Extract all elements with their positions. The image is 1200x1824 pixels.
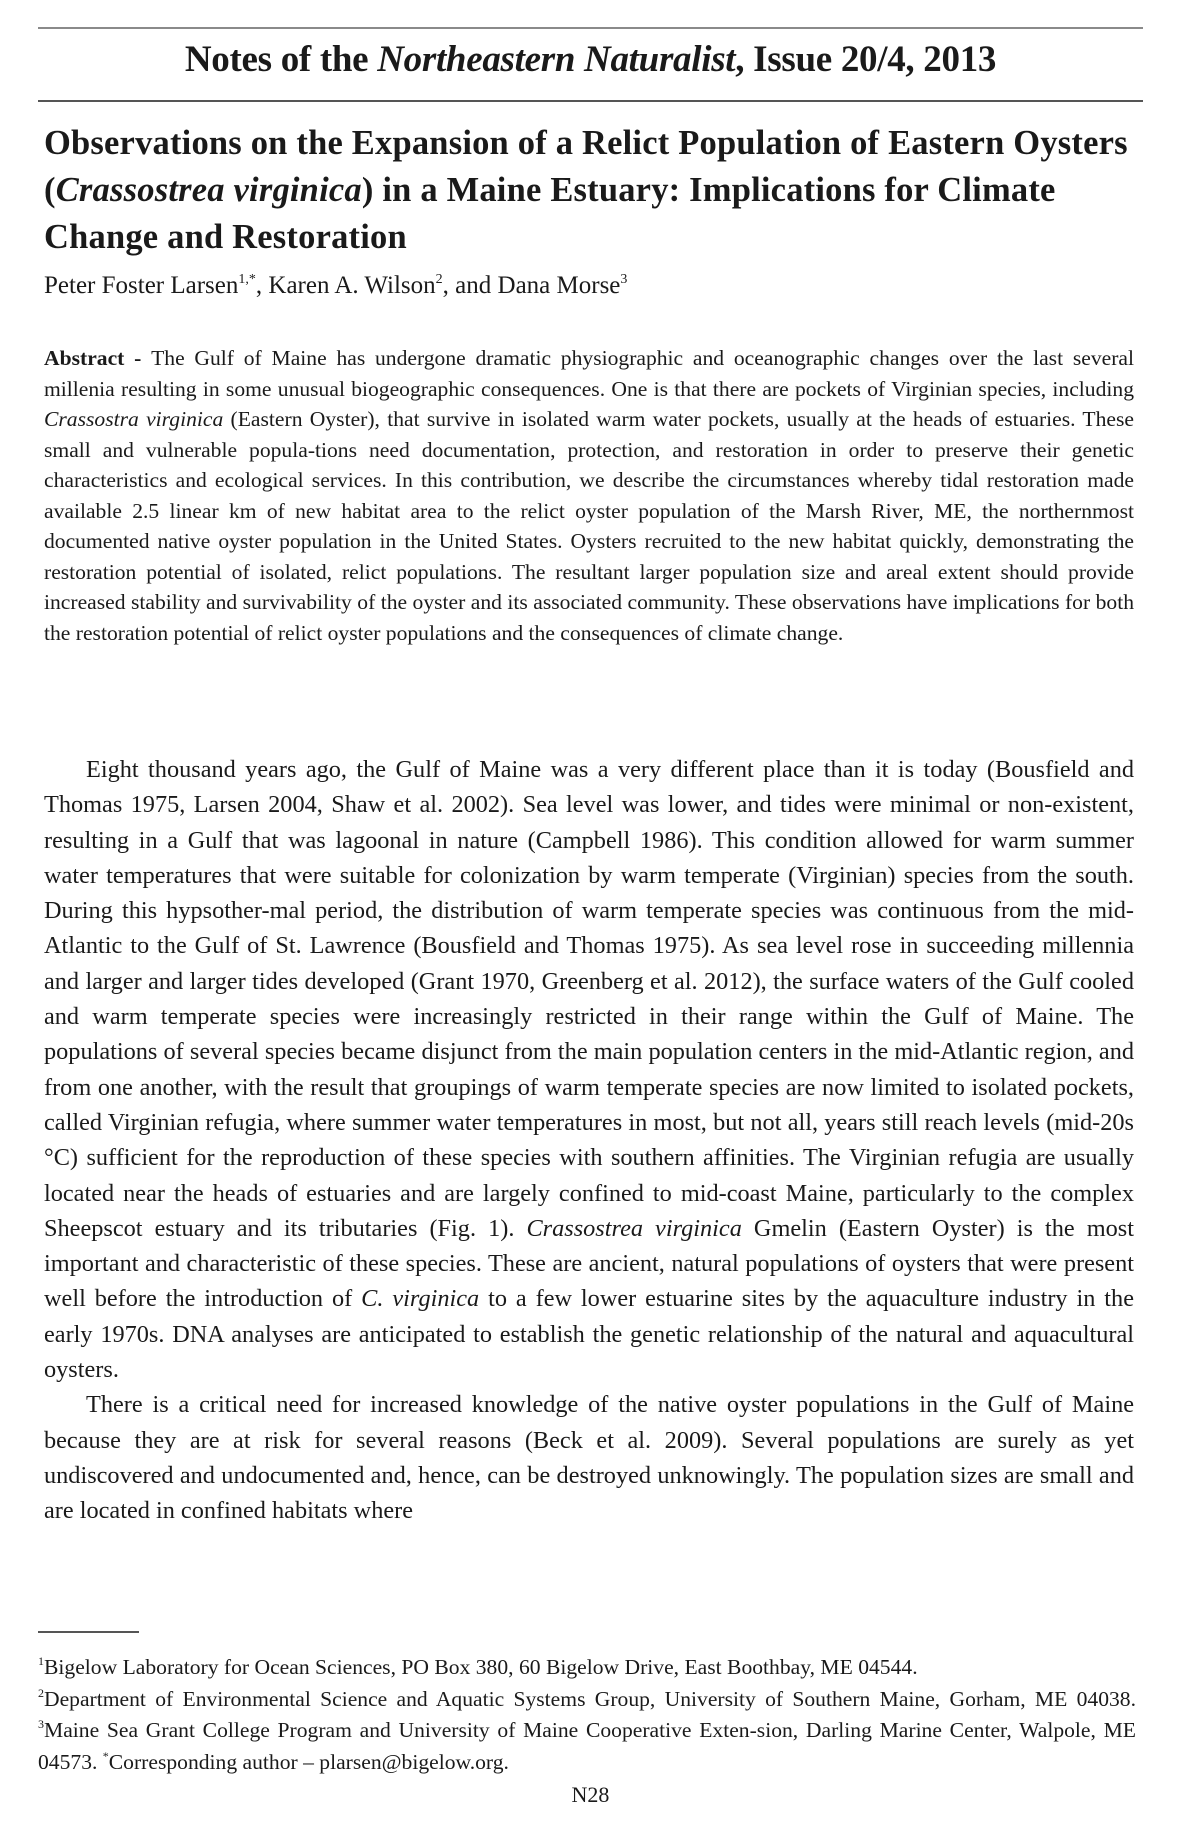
- footnote-mark: 2: [38, 1685, 44, 1700]
- abstract-dash: -: [124, 346, 152, 370]
- abstract-label: Abstract: [44, 346, 125, 370]
- title-text-start: Observations on the Expansion of a Relict Population of Eastern Oysters (: [44, 124, 1128, 209]
- footnote-mark: 3: [38, 1717, 44, 1731]
- body-paragraph: [44, 752, 1134, 1387]
- footnote-separator: [38, 1631, 139, 1633]
- paragraph-text: Eight thousand years ago, the Gulf of Maine was a very different place than it is today (Bousfield and Thomas 1975, Larsen 2004, Shaw et al. 2002). Sea level was lower, and tides were minimal or non-existent, resulting in a Gulf that was lagoonal in nature (Campbell 1986). This condition allowed for warm summer water temperatures that were suitable for colonization by warm temperate (Virginian) species from the south. During this hypsother-mal period, the distribution of warm temperate species was continuous from the mid-Atlantic to the Gulf of St. Lawrence (Bousfield and Thomas 1975). As sea level rose in succeeding millennia and larger and larger tides developed (Grant 1970, Greenberg et al. 2012), the surface waters of the Gulf cooled and warm temperate species were increasingly restricted in their range within the Gulf of Maine. The populations of several species became disjunct from the main population centers in the mid-Atlantic region, and from one another, with the result that groupings of warm temperate species are now limited to isolated pockets, called Virginian refugia, where summer water temperatures in most, but not all, years still reach levels (mid-20s °C) sufficient for the reproduction of these species with southern affinities. The Virginian refugia are usually located near the heads of estuaries and are largely confined to mid-coast Maine, particularly to the complex Sheepscot estuary and its tributaries (Fig. 1).: [44, 756, 1134, 1242]
- species-name: Crassostrea virginica: [526, 1214, 742, 1242]
- footnote-mark: *: [102, 1748, 109, 1763]
- paragraph-text: Gmelin (Eastern Oyster) is the most important and characteristic of these species. These are ancient, natural populations of oysters that were present well before the introduction of: [44, 1214, 1134, 1313]
- page-number: N28: [571, 1782, 610, 1807]
- footnote-mark: 1: [38, 1654, 44, 1668]
- author-affiliation-mark: 2: [435, 272, 443, 287]
- header-top-rule: [38, 27, 1143, 29]
- author-name: Dana Morse: [497, 272, 621, 299]
- author-affiliation-mark: 3: [620, 272, 628, 287]
- body-paragraph: There is a critical need for increased knowledge of the native oyster populations in the Gulf of Maine because they are at risk for several reasons (Beck et al. 2009). Several populations are surely as yet undiscovered and undocumented and, hence, can be destroyed unknowingly. The population sizes are small and are located in confined habitats where: [44, 1391, 1134, 1525]
- footnote-text: Bigelow Laboratory for Ocean Sciences, PO Box 380, 60 Bigelow Drive, East Boothbay, ME 04544.: [44, 1655, 918, 1679]
- footnote-text: Maine Sea Grant College Program and University of Maine Cooperative Exten-sion, Darling Marine Center, Walpole, ME 04573.: [38, 1718, 1136, 1774]
- running-head-issue: , Issue 20/4, 2013: [735, 39, 997, 80]
- species-name: C. virginica: [361, 1285, 480, 1313]
- paragraph-text: to a few lower estuarine sites by the aquaculture industry in the early 1970s. DNA analyses are anticipated to establish the genetic relationship of the natural and aquacultural oysters.: [44, 1285, 1134, 1384]
- journal-name: Northeastern Naturalist: [377, 39, 736, 80]
- author-name: Peter Foster Larsen: [44, 272, 239, 299]
- running-head: [38, 38, 1143, 81]
- abstract: [44, 343, 1134, 648]
- abstract-text: The Gulf of Maine has undergone dramatic physiographic and oceanographic changes over the last several millenia resulting in some unusual biogeographic consequences. One is that there are pockets of Virginian species, including: [44, 346, 1134, 401]
- article-body: [44, 752, 1134, 1529]
- abstract-species-name: Crassostra virginica: [44, 407, 224, 431]
- title-species-name: Crassostrea virginica: [55, 171, 362, 209]
- abstract-text: (Eastern Oyster), that survive in isolated warm water pockets, usually at the heads of estuaries. These small and vulnerable popula-tions need documentation, protection, and restoration in order to preserve their genetic characteristics and ecological services. In this contribution, we describe the circumstances whereby tidal restoration made available 2.5 linear km of new habitat area to the relict oyster population of the Marsh River, ME, the northernmost documented native oyster population in the United States. Oysters recruited to the new habitat quickly, demonstrating the restoration potential of isolated, relict populations. The resultant larger population size and areal extent should provide increased stability and survivability of the oyster and its associated community. These observations have implications for both the restoration potential of relict oyster populations and the consequences of climate change.: [44, 407, 1134, 645]
- article-title: [44, 120, 1144, 261]
- affiliation-footnotes: [38, 1652, 1136, 1778]
- author-separator: ,: [255, 272, 269, 299]
- author-affiliation-mark: 1,*: [238, 272, 256, 287]
- author-separator: , and: [442, 272, 498, 299]
- running-head-prefix: Notes of the: [184, 39, 378, 80]
- footnote-text: Corresponding author – plarsen@bigelow.org.: [108, 1749, 509, 1774]
- author-list: [44, 272, 627, 300]
- title-text-end: ) in a Maine Estuary: Implications for Climate Change and Restoration: [44, 171, 1056, 256]
- footnote-text: Department of Environmental Science and Aquatic Systems Group, University of Southern Maine, Gorham, ME 04038.: [44, 1686, 1136, 1711]
- header-bottom-rule: [38, 100, 1143, 102]
- author-name: Karen A. Wilson: [268, 272, 436, 299]
